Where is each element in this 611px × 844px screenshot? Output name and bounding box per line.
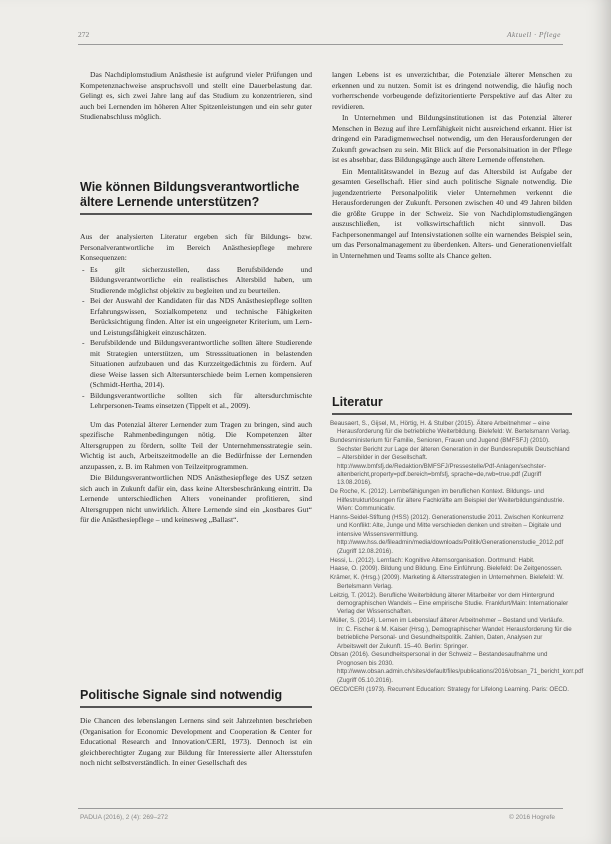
page-header: [78, 30, 571, 42]
paragraph: Die Chancen des lebenslangen Lernens sind seit Jahrzehnten beschrieben (Organisation for Economic Development and Cooperation & Center for Educational Research and Innovation/CERI, 1973). Dennoch ist ein gleichberechtigter Zugang zur Bildung für Interessierte aller Altersstufen noch nicht selbstverständlich. In einer Gesellschaft des: [80, 716, 312, 767]
right-column: [332, 70, 572, 262]
paragraph: Um das Potenzial älterer Lernender zum Tragen zu bringen, sind auch spezifische Rahmenbedingungen nötig. Die Kompetenzen älter Altersgruppen zu fördern, sollte Teil der Unternehmensstrategie sein. Wichtig ist auch, Arbeitszeitmodelle an die Bedürfnisse der Lernenden anzupassen, z. B. im Rahmen von Teilzeitprogrammen.: [80, 419, 312, 471]
reference-entry: OECD/CERI (1973). Recurrent Education: Strategy for Lifelong Learning. Paris: OECD.: [330, 685, 570, 693]
reference-entry: Haase, O. (2009). Bildung und Bildung. Eine Einführung. Bielefeld: De Zeitgenossen.: [330, 565, 563, 573]
left-column-bottom: [80, 716, 312, 770]
reference-entry: Obsan (2016). Gesundheitspersonal in der Schweiz – Bestandesaufnahme und Prognosen bis 2030. http://www.obsan.admin.ch/sites/default/files/publications/2016/obsan_71_bericht_korr.pdf (Zugriff 05.10.2016).: [330, 651, 584, 684]
heading-underline: [80, 213, 312, 215]
reference-entry: Bundesministerium für Familie, Senioren, Frauen und Jugend (BMFSFJ) (2010). Sechster Bericht zur Lage der älteren Generation in der Bundesrepublik Deutschland – Altersbilder in der Gesellschaft. http://www.bmfsfj.de/Redaktion/BMFSFJ/Pressestelle/Pdf-Anlagen/sechster-altenbericht,property=pdf.bereich=bmfsfj, sprache=de,rwb=true.pdf (Zugriff 13.08.2016).: [330, 437, 570, 487]
reference-entry: De Roche, K. (2012). Lernbefähigungen im beruflichen Kontext. Bildungs- und Hilfestrukturlösungen für ältere Fachkräfte am Beispiel der Weiterbildungsindustrie. Wien: Communicativ.: [330, 488, 565, 513]
paragraph: Ein Mentalitätswandel in Bezug auf das Altersbild ist Aufgabe der gesamten Gesellschaft. Hier sind auch politische Signale notwendig. Die jugendzentrierte Personalpolitik vieler Unternehmen verkennt die Herausforderungen der Zukunft. Personen zwischen 40 und 49 Jahren bilden die größte Gruppe in der Schweiz. Sie von Nachdiplomstudiengängen auszuschließen, ist volkswirtschaftlich nicht sinnvoll. Das Fachpersonenmangel auf Intensivstationen sollte ein warnendes Beispiel sein, um das Personalmanagement zu überdenken. Alters- und Generationenvielfalt in Unternehmen und Teams sollte als Chance gelten.: [332, 166, 572, 260]
section-heading: Literatur: [332, 395, 383, 409]
paragraph: langen Lebens ist es unverzichtbar, die Potenziale älterer Menschen zu erkennen und zu nutzen. Somit ist es dringend notwendig, die häufig noch vorherrschende vorbeugende defizitorientierte Perspektive auf das Alter zu revidieren.: [332, 70, 572, 111]
footer-rule: [78, 808, 563, 809]
reference-entry: Beausaert, S., Gijsel, M., Hörtig, H. & Stulber (2015). Ältere Arbeitnehmer – eine Herausforderung für die betriebliche Weiterbildung. Bielefeld: W. Bertelsmann Verlag.: [330, 420, 571, 436]
reference-entry: Hessi, L. (2012). Lernfach: Kognitive Alternsorganisation. Dortmund: Habit.: [330, 556, 535, 564]
running-head: Aktuell · Pflege: [506, 30, 561, 39]
list-item: - Es gilt sicherzustellen, dass Berufsbildende und Bildungsverantwortliche ein realistisches Altersbild haben, um Studierende möglichst objektiv zu begleiten und zu beurteilen.: [90, 265, 312, 297]
paragraph: Die Bildungsverantwortlichen NDS Anästhesiepflege des USZ setzen sich auch in Zukunft dafür ein, dass keine Altersbeschränkung eintritt. Da Lernende unterschiedlichen Alters voneinander profitieren, sind Altersgruppen nicht unwirklich. Ältere Lernende sind ein „kostbares Gut“ für die Anästhesiepflege – und keinesweg „Ballast“.: [80, 473, 312, 524]
literature-heading: [332, 395, 572, 415]
section-heading-2: [80, 688, 312, 708]
list-item: - Bildungsverantwortliche sollten sich für altersdurchmischte Lehrpersonen-Teams einsetzen (Tippelt et al., 2009).: [90, 391, 312, 412]
header-rule: [78, 44, 563, 45]
reference-entry: Hanns-Seidel-Stiftung (HSS) (2012). Generationenstudie 2011. Zwischen Konkurrenz und Konflikt: Alte, Junge und Mitte verschieden denken und streiten – Digitale und intensive Wissensvermittlung. http://www.hss.de/fileadmin/media/downloads/Politik/Generationenstudie_2012.pdf (Zugriff 12.08.2016).: [330, 513, 564, 555]
left-column-middle: [80, 232, 312, 527]
left-column-top: [80, 70, 312, 124]
paragraph: Aus der analysierten Literatur ergeben sich für Bildungs- bzw. Personalverantwortliche im Bereich Anästhesiepflege mehrere Konsequenzen:: [80, 232, 312, 262]
section-heading-1: [80, 180, 312, 215]
footer-copyright: © 2016 Hogrefe: [509, 814, 555, 821]
list-item: - Berufsbildende und Bildungsverantwortliche sollten ältere Studierende mit Strategien unterstützen, um Stresssituationen in belastenden Situationen aufzubauen und das Kurzzeitgedächtnis zu fördern. Auf diese Weise lassen sich Altersunterschiede beim Lernen kompensieren (Schmidt-Hertha, 2014).: [90, 338, 312, 391]
list-item: - Bei der Auswahl der Kandidaten für das NDS Anästhesiepflege sollten Erfahrungswissen, Sozialkompetenz und technische Fähigkeiten Berücksichtigung finden. Alter ist ein ungeeigneter Kriterium, um Lern- und Leistungsfähigkeit einzuschätzen.: [90, 296, 312, 338]
heading-underline: [80, 706, 312, 708]
footer-citation: PADUA (2016), 2 (4): 269–272: [80, 814, 169, 821]
reference-entry: Krämer, K. (Hrsg.) (2009). Marketing & Altersstrategien in Unternehmen. Bielefeld: W. Bertelsmann Verlag.: [330, 574, 564, 590]
page-number: 272: [78, 30, 90, 39]
reference-entry: Leitzig, T. (2012). Berufliche Weiterbildung älterer Mitarbeiter vor dem Hintergrund demographischen Wandels – Eine empirische Studie. Frankfurt/Main: Internationaler Verlag der Wissenschaften.: [330, 591, 569, 616]
section-heading: Politische Signale sind notwendig: [80, 688, 283, 702]
section-heading: Wie können Bildungsverantwortliche ältere Lernende unterstützen?: [80, 180, 300, 209]
consequences-list: [80, 265, 312, 412]
paragraph: In Unternehmen und Bildungsinstitutionen ist das Potenzial älterer Menschen in Bezug auf ihre Lernfähigkeit nicht ausreichend erkannt. Hier ist dringend ein Paradigmenwechsel notwendig, um den Herausforderungen der Zukunft gewachsen zu sein. Mit Blick auf die Personalsituation in der Pflege ist es absehbar, dass Bildungsgänge auch ältere Lernende offenstehen.: [332, 113, 572, 164]
reference-entry: Müller, S. (2014). Lernen im Lebenslauf älterer Arbeitnehmer – Bestand und Verläufe. In: C. Fischer & M. Kaiser (Hrsg.), Demographischer Wandel: Herausforderung für die betriebliche Personal- und Gesundheitspolitik. Zahlen, Daten, Analysen zur Arbeitswelt der Zukunft. 15–40. Berlin: Springer.: [330, 617, 572, 650]
paragraph: Das Nachdiplomstudium Anästhesie ist aufgrund vieler Prüfungen und Kompetenznachweise anspruchsvoll und stellt eine Dauerbelastung dar. Gelingt es, sich zwei Jahre lang auf das Studium zu konzentrieren, sind auch bei Lernenden im höheren Alter Spitzenleistungen und ein sehr guter Studienabschluss möglich.: [80, 70, 312, 121]
heading-underline: [332, 413, 572, 415]
literature-list: [330, 420, 584, 695]
